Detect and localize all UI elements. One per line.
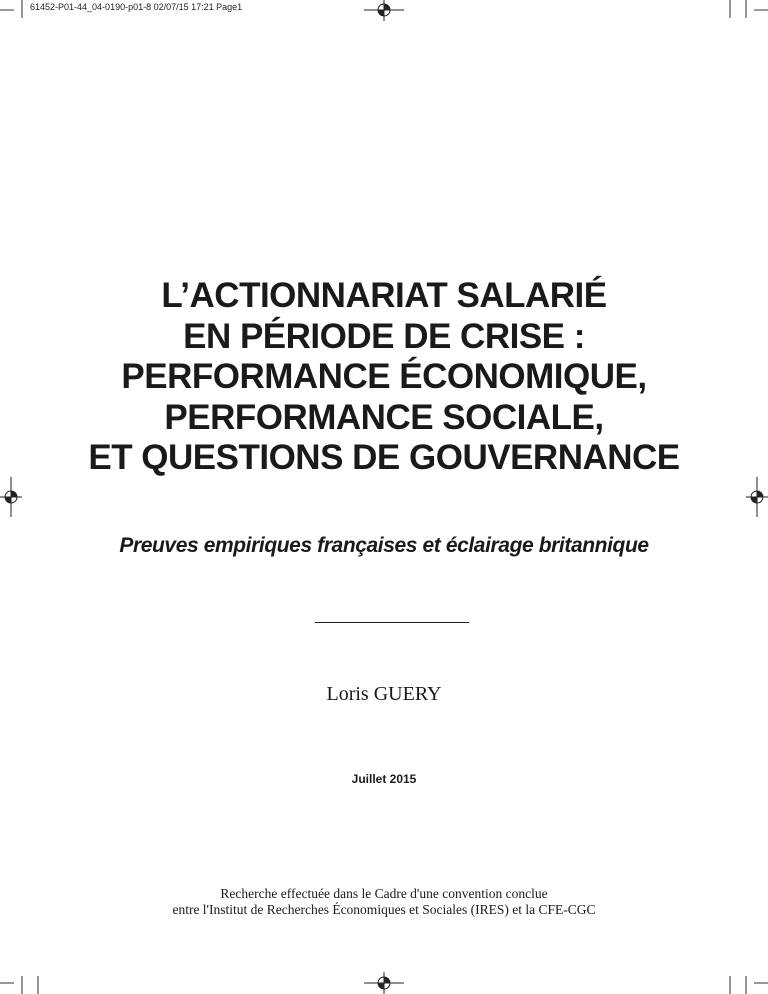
document-subtitle: Preuves empiriques françaises et éclairage britannique [119,534,649,557]
print-slug: 61452-P01-44_04-0190-p01-8 02/07/15 17:21 Page1 [30,2,243,12]
title-line: ET QUESTIONS DE GOUVERNANCE [88,438,680,477]
registration-mark-right-icon [746,477,768,517]
title-line: PERFORMANCE SOCIALE, [164,397,604,437]
registration-mark-bottom-icon [364,972,404,994]
author-name: Loris GUERY [326,683,442,705]
title-line: EN PÉRIODE DE CRISE : [183,316,585,356]
research-note-line: Recherche effectuée dans le Cadre d'une convention conclue [220,886,548,901]
registration-mark-left-icon [0,477,22,517]
publication-date: Juillet 2015 [351,772,417,786]
research-note [0,886,768,918]
divider [315,622,469,623]
document-title [0,276,768,479]
registration-mark-top-icon [364,0,404,22]
title-line: L’ACTIONNARIAT SALARIÉ [161,276,607,315]
title-line: PERFORMANCE ÉCONOMIQUE, [121,357,647,396]
research-note-line: entre l'Institut de Recherches Économiques et Sociales (IRES) et la CFE-CGC [172,902,596,917]
